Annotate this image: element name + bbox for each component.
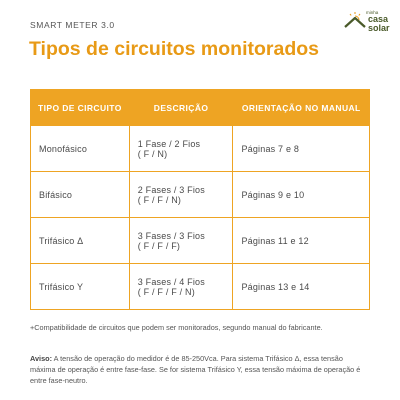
column-header-type: TIPO DE CIRCUITO [31,90,130,126]
description-line-1: 2 Fases / 3 Fios [137,184,205,195]
cell-description [129,218,233,264]
eyebrow-label: SMART METER 3.0 [30,20,115,30]
page-title: Tipos de circuitos monitorados [29,38,320,60]
table-row [31,218,370,264]
cell-description [129,264,233,310]
cell-manual: Páginas 9 e 10 [233,172,370,218]
description-line-2: ( F / F / F) [137,240,181,251]
table-header-row [31,90,370,126]
cell-manual: Páginas 11 e 12 [233,218,370,264]
logo-word-solar: solar [368,23,390,33]
description-line-1: 1 Fase / 2 Fios [137,138,201,149]
column-header-description: DESCRIÇÃO [129,90,233,126]
description-line-2: ( F / F / N) [137,194,182,205]
cell-type: Trifásico Y [31,264,130,310]
logo-small-text: minha [366,10,379,15]
logo-word-casa: casa [368,14,389,24]
warning-text: A tensão de operação do medidor é de 85-250Vca. Para sistema Trifásico Δ, essa tensão máxima de operação é entre fase-fase. Se for sistema Trifásico Y, essa tensão máxima de operação é entre fase-neutro. [30,354,361,385]
column-header-manual: ORIENTAÇÃO NO MANUAL [233,90,370,126]
cell-type: Bifásico [31,172,130,218]
description-line-1: 3 Fases / 4 Fios [137,276,205,287]
description-line-2: ( F / N) [137,148,168,159]
cell-type: Monofásico [31,126,130,172]
description-line-2: ( F / F / F / N) [137,286,195,297]
warning-label: Aviso: [30,354,53,363]
brand-logo [344,8,394,34]
circuits-table [30,89,370,310]
cell-description [129,172,233,218]
table-row [31,126,370,172]
warning-paragraph [30,353,370,386]
description-line-1: 3 Fases / 3 Fios [137,230,205,241]
table-row [31,172,370,218]
cell-description [129,126,233,172]
house-sun-icon [344,10,366,30]
compatibility-note: +Compatibilidade de circuitos que podem ser monitorados, segundo manual do fabricante. [30,323,323,332]
table-row [31,264,370,310]
cell-manual: Páginas 13 e 14 [233,264,370,310]
cell-manual: Páginas 7 e 8 [233,126,370,172]
cell-type: Trifásico Δ [31,218,130,264]
